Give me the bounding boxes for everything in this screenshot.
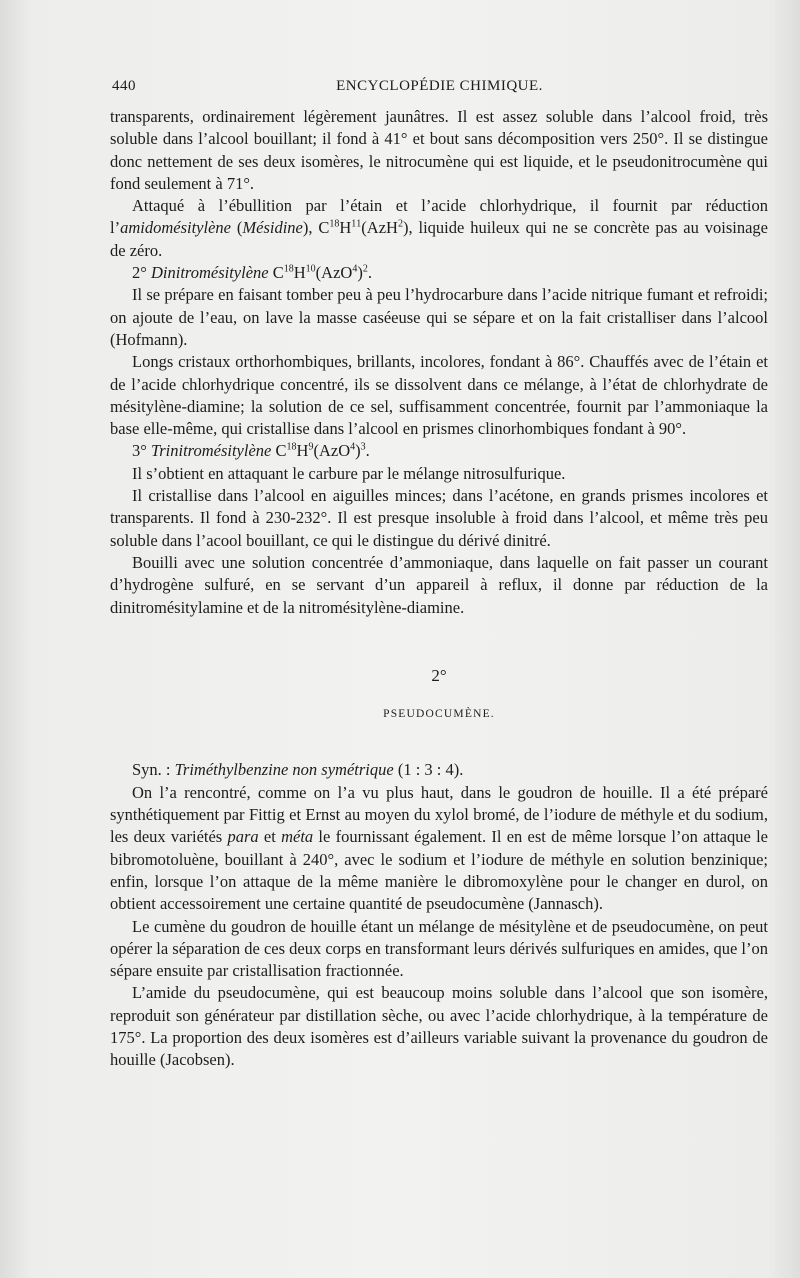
section-title: PSEUDOCUMÈNE. <box>383 708 495 721</box>
paragraph-dinitro-preparation: Il se prépare en faisant tomber peu à peu l’hydrocarbure dans l’acide nitrique fumant et refroidi; on ajoute de l’eau, on lave la masse caséeuse qui se sépare et on la fait cristalliser dans l’alcool (Hofmann). <box>110 285 768 349</box>
section-number: 2° <box>431 665 447 685</box>
formula-mesidine: $^{18}H^{11}(AzH^2)$ <box>329 218 409 238</box>
paragraph-dinitro-properties: Longs cristaux orthorhombiques, brillants, incolores, fondant à 86°. Chauffés avec de l’étain et de l’acide chlorhydrique concentré, ils se dissolvent dans ce mélange, à l’état de chlorhydrate de mésitylène-diamine; la solution de ce sel, suffisamment concentrée, fournit par l’ammoniaque la base elle-même, qui cristallise dans l’alcool en prismes clinorhombiques fondant à 90°. <box>110 352 768 439</box>
paragraph-mononitro-properties: transparents, ordinairement légèrement jaunâtres. Il est assez soluble dans l’alcool froid, très soluble dans l’alcool bouillant; il fond à 41° et bout sans décomposition vers 250°. Il se distingue donc nettement de ses deux isomères, le nitrocumène qui est liquide, et le pseudonitrocumène qui fond seulement à 71°. <box>110 107 768 193</box>
term-mesidine: Mésidine <box>242 218 303 238</box>
term-amidomesitylene: amidomésitylène <box>120 218 231 238</box>
formula-trinitro: $C^{18}H^9(AzO^4)^3$. <box>275 441 370 461</box>
paragraph-pseudocumene-amide: L’amide du pseudocumène, qui est beaucoup moins soluble dans l’alcool que son isomère, reproduit son générateur par distillation sèche, ou avec l’acide chlorhydrique, à la température de 175°. La proportion des deux isomères est d’ailleurs variable suivant la provenance du goudron de houille (Jacobsen). <box>110 983 768 1070</box>
term-meta: méta <box>281 827 314 847</box>
heading-dinitromesitylene: 2° Dinitromésitylène $C^{18}H^{10}(AzO^4)^2$. <box>132 263 372 283</box>
term-trimethylbenzine: Triméthylbenzine non symétrique <box>174 760 394 780</box>
paragraph-trinitro-reduction: Bouilli avec une solution concentrée d’ammoniaque, dans laquelle on fait passer un courant d’hydrogène sulfuré, en se servant d’un appareil à reflux, il donne par réduction de la dinitromésitylamine et de la nitromésitylène-diamine. <box>110 552 768 617</box>
paragraph-pseudocumene-separation: Le cumène du goudron de houille étant un mélange de mésitylène et de pseudocumène, on peut opérer la séparation de ces deux corps en transformant leurs dérivés sulfuriques en amides, que l’on sépare ensuite par cristallisation fractionnée. <box>110 916 768 981</box>
synonym-line: Syn. : Triméthylbenzine non symétrique (1 : 3 : 4). <box>132 760 464 780</box>
paragraph-pseudocumene-synthesis: On l’a rencontré, comme on l’a vu plus haut, dans le goudron de houille. Il a été préparé synthétiquement par Fittig et Ernst au moyen du xylol bromé, de l’iodure de méthyle et du sodium, les deux variétés para et méta le fournissant également. Il en est de même lorsque l’on attaque le bibromotoluène, bouillant à 240°, avec le sodium et l’iodure de méthyle en solution benzinique; enfin, lorsque l’on attaque de la même manière le dibromoxylène pour le changer en durol, on obtient accessoirement une certaine quantité de pseudocumène (Jannasch). <box>110 782 768 914</box>
page-number: 440 <box>112 78 136 94</box>
paragraph-reduction-mesidine: Attaqué à l’ébullition par l’étain et l’acide chlorhydrique, il fournit par réduction l’amidomésitylène (Mésidine), $C^{18}H^{11}(AzH^2)$, liquide huileux qui ne se concrète pas au voisinage de zéro. <box>110 196 768 260</box>
heading-trinitromesitylene: 3° Trinitromésitylène $C^{18}H^9(AzO^4)^3$. <box>132 441 370 461</box>
paragraph-trinitro-obtaining: Il s’obtient en attaquant le carbure par le mélange nitrosulfurique. <box>132 463 566 483</box>
running-title: ENCYCLOPÉDIE CHIMIQUE. <box>336 78 543 94</box>
term-para: para <box>227 827 259 847</box>
paragraph-trinitro-crystals: Il cristallise dans l’alcool en aiguilles minces; dans l’acétone, en grands prismes incolores et transparents. Il fond à 230-232°. Il est presque insoluble à froid dans l’alcool, et même très peu soluble dans l’acool bouillant, ce qui le distingue du dérivé dinitré. <box>110 486 768 550</box>
running-header <box>112 78 767 100</box>
formula-dinitro: $C^{18}H^{10}(AzO^4)^2$. <box>272 263 372 283</box>
page-body <box>110 106 768 1072</box>
